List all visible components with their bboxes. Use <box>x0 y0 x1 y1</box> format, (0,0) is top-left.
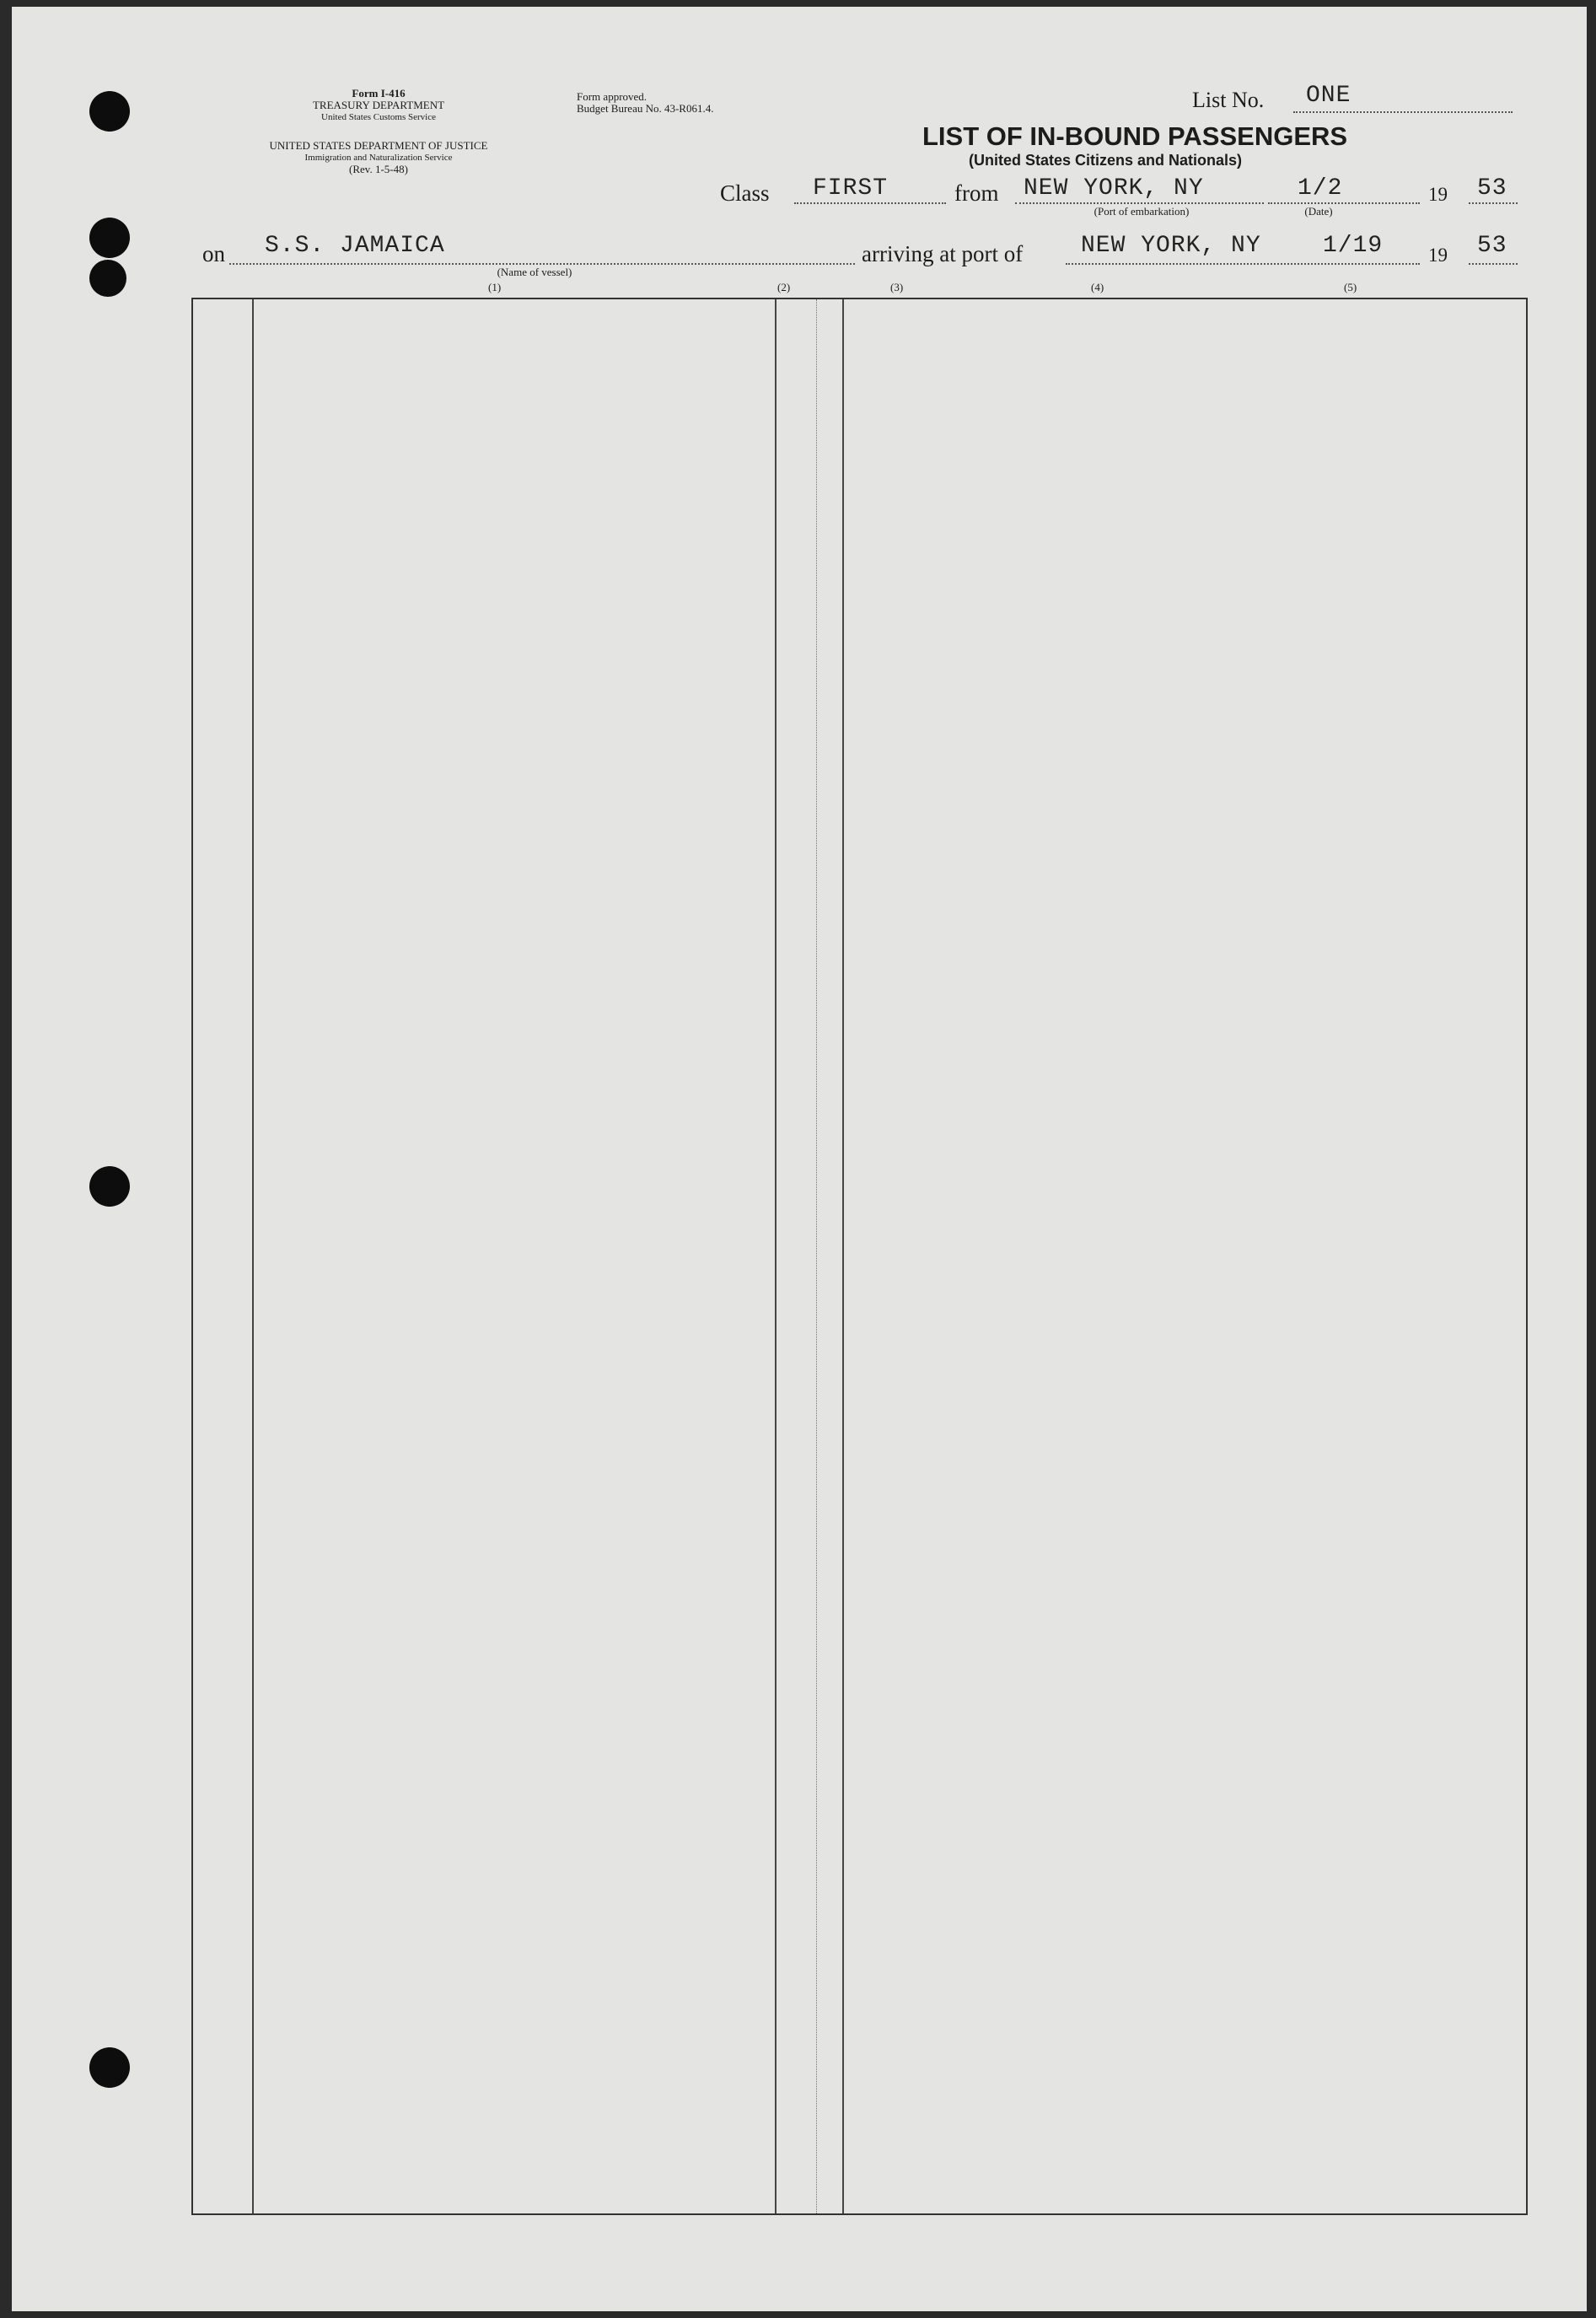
depart-date: 1/2 <box>1298 175 1343 202</box>
form-approved: Form approved. <box>577 90 648 103</box>
col-number-4: (4) <box>1091 281 1104 293</box>
justice-dept: UNITED STATES DEPARTMENT OF JUSTICE <box>269 139 488 152</box>
from-port: NEW YORK, NY <box>1024 175 1204 202</box>
depart-date-line <box>1268 202 1420 204</box>
class-label: Class <box>720 180 770 206</box>
class-value: FIRST <box>813 175 889 202</box>
col-number-3: (3) <box>890 281 904 293</box>
customs-service: United States Customs Service <box>321 112 436 122</box>
list-title: LIST OF IN-BOUND PASSENGERS <box>922 121 1348 151</box>
ins-service: Immigration and Naturalization Service <box>304 153 453 163</box>
col-divider-sex <box>842 299 844 2213</box>
depart-year-line <box>1469 202 1518 204</box>
revision: (Rev. 1-5-48) <box>349 163 408 175</box>
form-number: Form I-416 <box>352 87 406 99</box>
treasury-dept: TREASURY DEPARTMENT <box>312 99 445 111</box>
from-label: from <box>954 180 999 206</box>
col-divider-name <box>775 299 777 2213</box>
on-label: on <box>202 241 225 266</box>
arrival-year: 53 <box>1477 233 1507 259</box>
depart-year: 53 <box>1477 175 1507 202</box>
col-divider-age-sex <box>816 299 817 2213</box>
col-number-5: (5) <box>1344 281 1357 293</box>
binder-hole-4 <box>89 1166 130 1207</box>
arrival-year-line <box>1469 263 1518 265</box>
passenger-table <box>191 298 1528 2215</box>
binder-hole-1 <box>89 91 130 132</box>
arriving-label: arriving at port of <box>862 241 1024 266</box>
binder-hole-3 <box>89 260 126 297</box>
binder-hole-2 <box>89 218 130 258</box>
list-no-value: ONE <box>1306 83 1351 109</box>
vessel-name: S.S. JAMAICA <box>265 233 445 259</box>
arrival-port-line <box>1066 263 1420 265</box>
col-number-2: (2) <box>777 281 791 293</box>
vessel-line <box>229 263 855 265</box>
from-port-line <box>1015 202 1264 204</box>
list-no-line <box>1293 111 1513 113</box>
class-line <box>794 202 946 204</box>
binder-hole-5 <box>89 2047 130 2088</box>
year-prefix: 19 <box>1428 184 1448 205</box>
port-caption: (Port of embarkation) <box>1094 205 1190 218</box>
date-caption: (Date) <box>1304 205 1333 218</box>
arrival-date: 1/19 <box>1323 233 1384 259</box>
list-subtitle: (United States Citizens and Nationals) <box>969 152 1243 169</box>
col-number-1: (1) <box>488 281 502 293</box>
manifest-page <box>12 7 1587 2311</box>
vessel-caption: (Name of vessel) <box>497 266 572 278</box>
arrival-port: NEW YORK, NY <box>1081 233 1261 259</box>
col-divider-line <box>252 299 254 2213</box>
budget-bureau: Budget Bureau No. 43-R061.4. <box>577 102 714 115</box>
arrival-year-prefix: 19 <box>1428 245 1448 266</box>
list-no-label: List No. <box>1192 88 1265 112</box>
